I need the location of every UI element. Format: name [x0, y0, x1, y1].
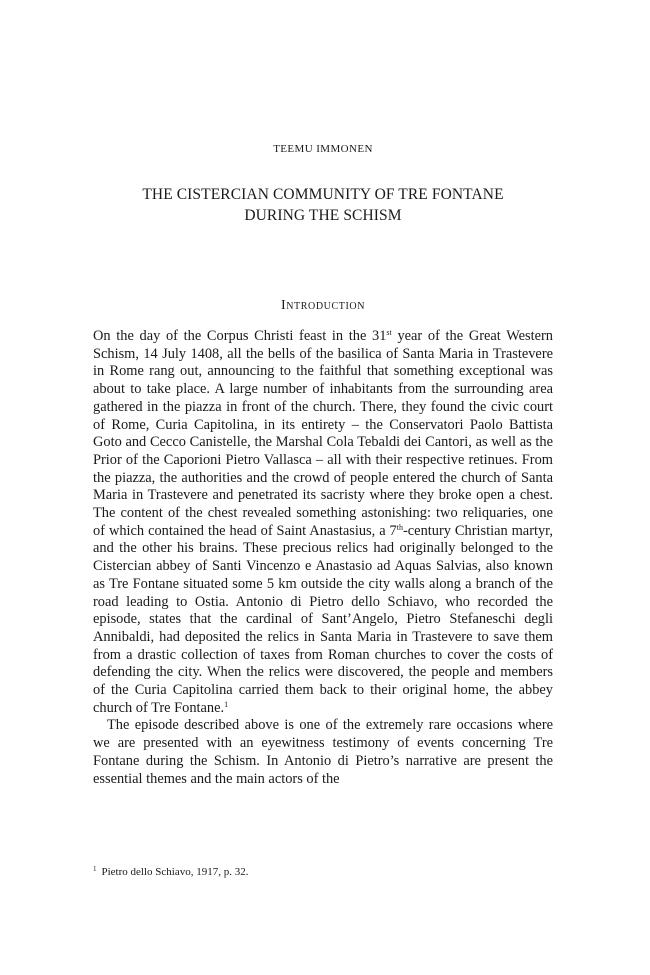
- title-line-1: THE CISTERCIAN COMMUNITY OF TRE FONTANE: [142, 186, 504, 203]
- article-title: [93, 184, 553, 226]
- ordinal-superscript: th: [396, 522, 403, 532]
- paragraph-1: [93, 328, 553, 717]
- body-text: [93, 328, 553, 788]
- footnote-mark: 1: [93, 865, 97, 873]
- footnote: [93, 862, 553, 879]
- footnote-text: Pietro dello Schiavo, 1917, p. 32.: [101, 866, 249, 878]
- p1-text-b: year of the Great Western Schism, 14 July 1408, all the bells of the basilica of Santa Maria in Trastevere in Rome rang out, announcing to the faithful that something exceptional was about to take place. A large number of inhabitants from the surrounding area gathered in the piazza in front of the church. There, they found the civic court of Rome, Curia Capitolina, in its entirety – the Conservatori Paolo Battista Goto and Cecco Canistelle, the Marshal Cola Tebaldi dei Cantori, as well as the Prior of the Caporioni Pietro Vallasca – all with their respective retinues. From the piazza, the authorities and the crowd of people entered the church of Santa Maria in Trastevere and penetrated its sacristy where they broke open a chest. The content of the chest revealed something astonishing: two reliquaries, one of which contained the head of Saint Anastasius, a 7: [93, 328, 553, 539]
- ordinal-superscript: st: [386, 328, 392, 337]
- section-heading: Introduction: [280, 298, 366, 313]
- p1-text-c: -century Christian martyr, and the other his brains. These precious relics had originally belonged to the Cistercian abbey of Santi Vincenzo e Anastasio ad Aquas Salvias, also known as Tre Fontane situated some 5 km outside the city walls along a branch of the road leading to Ostia. Antonio di Pietro dello Schiavo, who recorded the episode, states that the cardinal of Sant’Angelo, Pietro Stefaneschi degli Annibaldi, had deposited the relics in Santa Maria in Trastevere to save them from a drastic collection of taxes from Roman churches to cover the costs of defending the city. When the relics were discovered, the people and members of the Curia Capitolina carried them back to their original home, the abbey church of Tre Fontane.: [93, 522, 553, 716]
- title-line-2: DURING THE SCHISM: [244, 207, 402, 224]
- paragraph-2: The episode described above is one of the extremely rare occasions where we are presented with an eyewitness testimony of events concerning Tre Fontane during the Schism. In Antonio di Pietro’s narrative are present the essential themes and the main actors of the: [93, 717, 553, 787]
- page: [93, 0, 553, 975]
- footnote-reference: 1: [224, 699, 229, 709]
- p1-text-a: On the day of the Corpus Christi feast in the 31: [93, 328, 387, 344]
- author-name: TEEMU IMMONEN: [273, 143, 373, 155]
